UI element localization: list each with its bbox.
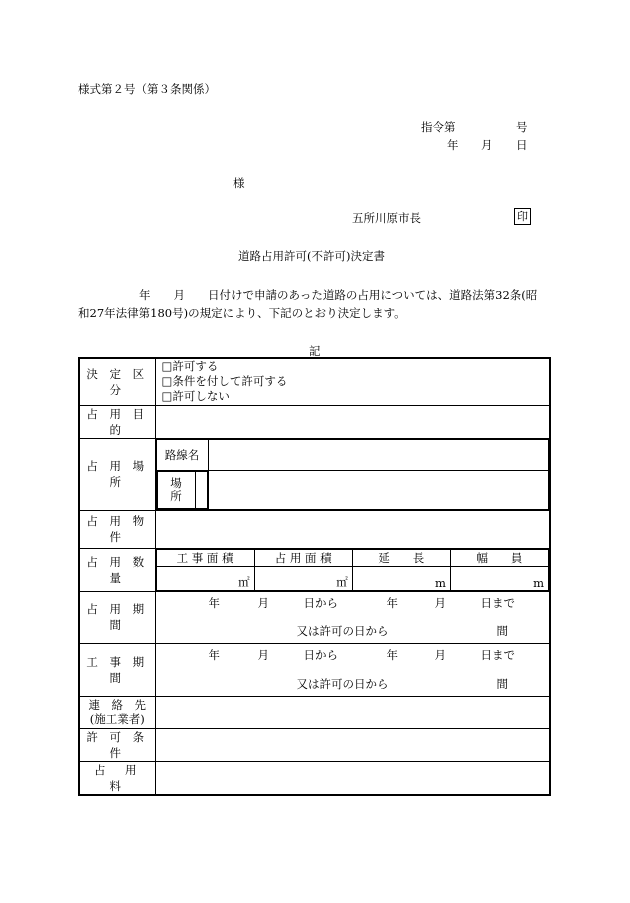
- conditions-label: 許 可 条 件: [79, 728, 155, 761]
- ki-heading: 記: [309, 344, 321, 358]
- place-label: 占 用 場 所: [79, 438, 155, 510]
- fee-label: 占 用 料: [79, 761, 155, 795]
- seal-mark: 印: [514, 208, 531, 225]
- construction-period-label: 工 事 期 間: [79, 643, 155, 696]
- construction-period-field[interactable]: 年 月 日から 年 月 日まで 又は許可の日から 間: [155, 643, 550, 696]
- length-field[interactable]: m: [352, 566, 450, 590]
- row-fee: [79, 761, 550, 795]
- date-month: 月: [481, 138, 493, 152]
- body-line-1: 年 月 日付けで申請のあった道路の占用については、道路法第32条(昭: [139, 288, 538, 302]
- quantity-label: 占 用 数 量: [79, 548, 155, 591]
- option-conditional[interactable]: □条件を付して許可する: [161, 374, 288, 389]
- object-label: 占 用 物 件: [79, 510, 155, 548]
- addressee-suffix: 様: [233, 176, 245, 190]
- route-name-label: 路線名: [156, 439, 208, 470]
- construction-area-field[interactable]: ㎡: [156, 566, 254, 590]
- row-quantity: [79, 548, 550, 591]
- row-purpose: [79, 405, 550, 438]
- contact-field[interactable]: [155, 696, 550, 728]
- option-deny[interactable]: □許可しない: [161, 389, 230, 404]
- row-occupancy-period: [79, 591, 550, 643]
- permit-table: [78, 357, 551, 796]
- occupancy-period-field[interactable]: 年 月 日から 年 月 日まで 又は許可の日から 間: [155, 591, 550, 643]
- row-decision: [79, 358, 550, 405]
- row-conditions: [79, 728, 550, 761]
- row-object: [79, 510, 550, 548]
- header-construction-area: 工 事 面 積: [156, 549, 254, 566]
- directive-prefix: 指令第: [421, 120, 456, 134]
- row-place: [79, 438, 550, 510]
- decision-options: [155, 358, 550, 405]
- form-number: 様式第２号（第３条関係）: [78, 82, 216, 96]
- decision-label: 決 定 区 分: [79, 358, 155, 405]
- purpose-field[interactable]: [155, 405, 550, 438]
- fee-field[interactable]: [155, 761, 550, 795]
- contact-label: 連 絡 先 (施工業者): [79, 696, 155, 728]
- object-field[interactable]: [155, 510, 550, 548]
- row-construction-period: [79, 643, 550, 696]
- body-line-2: 和27年法律第180号)の規定により、下記のとおり決定します。: [78, 306, 406, 320]
- conditions-field[interactable]: [155, 728, 550, 761]
- location-label: 場所: [157, 471, 195, 508]
- width-field[interactable]: m: [450, 566, 548, 590]
- occupied-area-field[interactable]: ㎡: [254, 566, 352, 590]
- option-permit[interactable]: □許可する: [161, 359, 219, 374]
- date-day: 日: [516, 138, 528, 152]
- occupancy-period-label: 占 用 期 間: [79, 591, 155, 643]
- route-name-field[interactable]: [208, 439, 549, 470]
- header-width: 幅 員: [450, 549, 548, 566]
- date-year: 年: [447, 138, 459, 152]
- row-contact: [79, 696, 550, 728]
- location-field[interactable]: [208, 470, 549, 509]
- header-occupied-area: 占 用 面 積: [254, 549, 352, 566]
- directive-suffix: 号: [516, 120, 528, 134]
- purpose-label: 占 用 目 的: [79, 405, 155, 438]
- issuer-name: 五所川原市長: [352, 211, 421, 225]
- document-title: 道路占用許可(不許可)決定書: [238, 249, 385, 263]
- header-length: 延 長: [352, 549, 450, 566]
